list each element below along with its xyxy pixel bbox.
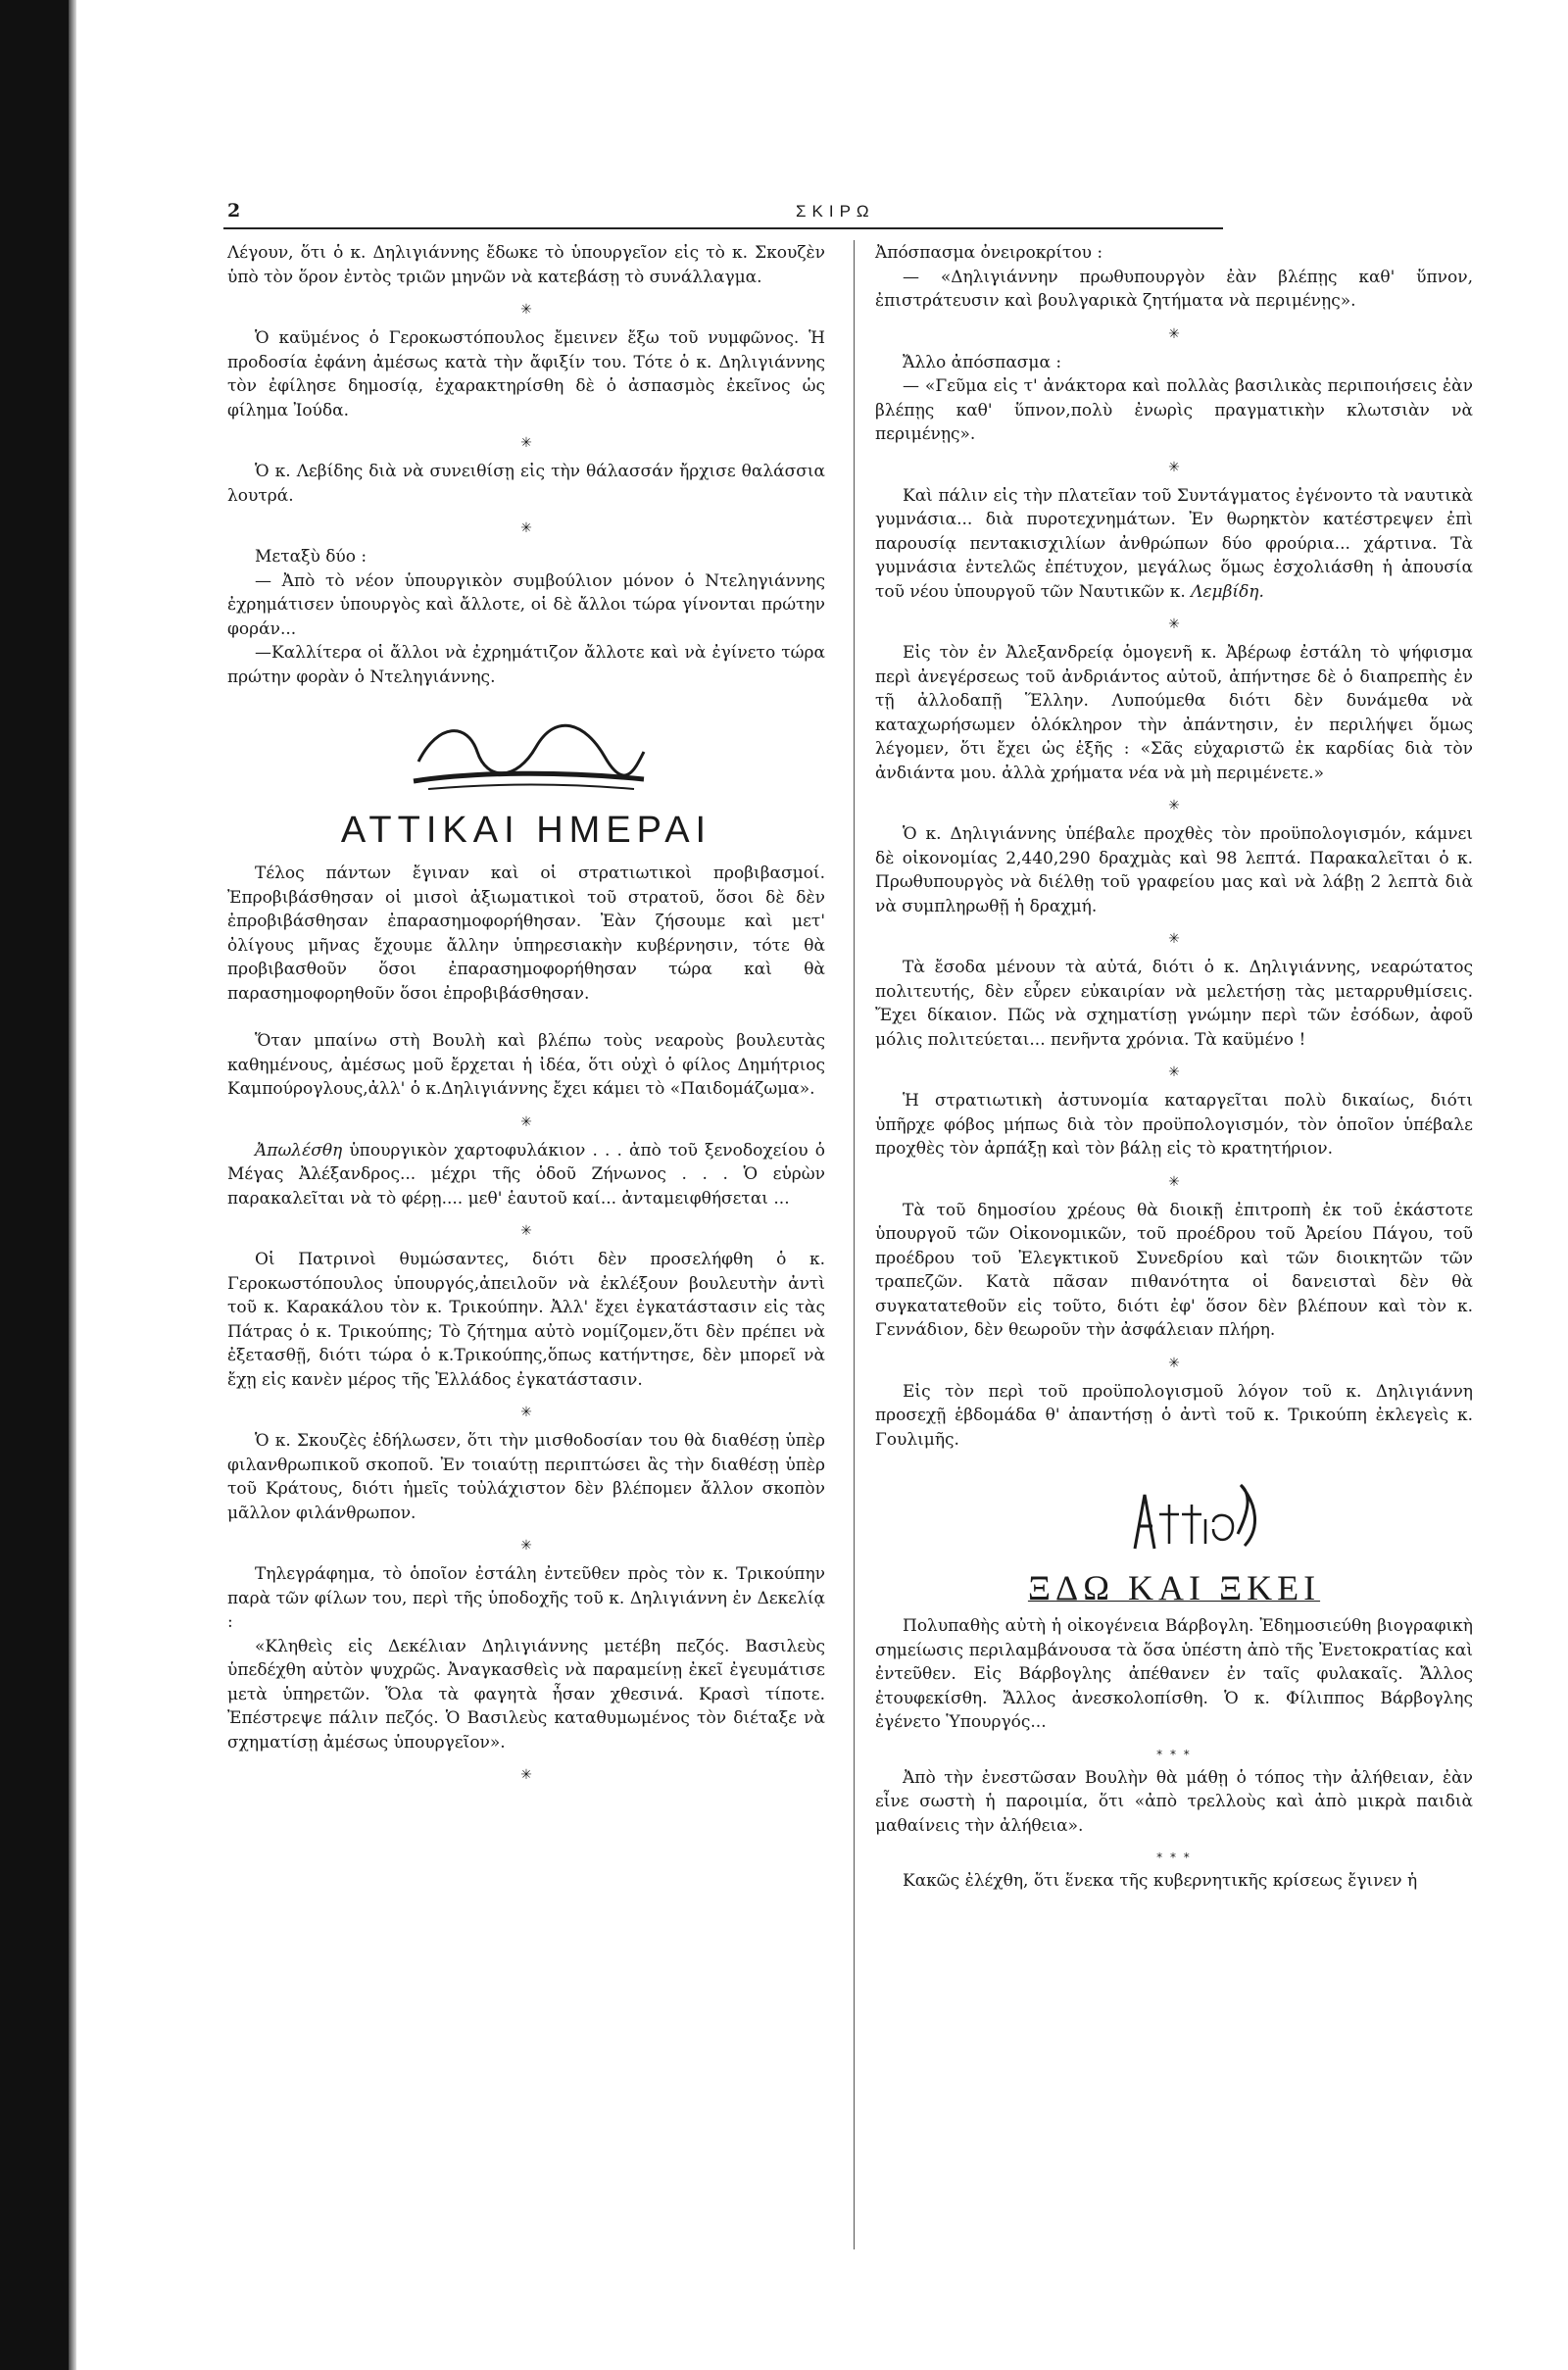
- page-header: [227, 200, 1207, 229]
- paragraph: Ἡ στρατιωτικὴ ἀστυνομία καταργεῖται πολὺ δικαίως, διότι ὑπῆρχε φόβος μήπως διὰ τὸν προϋπολογισμόν, τὸν ὁποῖον ὑπέβαλε προχθὲς τὸν ἀρπάξῃ καὶ τὸν βάλῃ εἰς τὸ κρατητήριον.: [875, 1091, 1473, 1159]
- emphasis: Ἀπωλέσθη: [255, 1140, 343, 1160]
- paragraph: Εἰς τὸν ἐν Ἀλεξανδρείᾳ ὁμογενῆ κ. Ἀβέρωφ ἐστάλη τὸ ψήφισμα περὶ ἀνεγέρσεως τοῦ ἀνδριάντος αὐτοῦ, ἀπήντησε δὲ ὁ διαπρεπὴς ἐν τῇ ἀλλοδαπῇ Ἕλλην. Λυπούμεθα διότι δὲν δυνάμεθα νὰ καταχωρήσωμεν ὁλόκληρον τὴν ἀπάντησιν, ἐν περιλήψει ὅμως λέγομεν, ὅτι ἔχει ὡς ἑξῆς : «Σᾶς εὐχαριστῶ ἐκ καρδίας διὰ τὸν ἀνδιάντα μου. ἀλλὰ χρήματα νέα νὰ μὴ περιμένετε.»: [875, 643, 1473, 783]
- signature: [227, 713, 825, 797]
- divider-star-icon: ✳: [520, 1113, 532, 1130]
- paragraph: —Καλλίτερα οἱ ἄλλοι νὰ ἐχρημάτιζον ἄλλοτε καὶ νὰ ἐγίνετο τώρα πρώτην φορὰν ὁ Ντεληγιάννης.: [227, 643, 825, 687]
- paragraph: — «Γεῦμα εἰς τ' ἀνάκτορα καὶ πολλὰς βασιλικὰς περιποιήσεις ἐὰν βλέπῃς καθ' ὕπνον,πολὺ ἐνωρὶς πραγματικὴν κλωτσιὰν νὰ περιμένῃς».: [875, 376, 1473, 444]
- divider-star-icon: ✳: [1168, 325, 1180, 342]
- divider-star-icon: ✳: [1168, 459, 1180, 475]
- divider-star-icon: ✳: [1168, 798, 1180, 814]
- paragraph: Τέλος πάντων ἔγιναν καὶ οἱ στρατιωτικοὶ προβιβασμοί. Ἐπροβιβάσθησαν οἱ μισοὶ ἀξιωματικοὶ τοῦ στρατοῦ, ὅσοι δὲ δὲν ἐπροβιβάσθησαν ἐπαρασημοφορήθησαν. Ἐὰν ζήσουμε καὶ μετ' ὀλίγους μῆνας ἔχουμε ἄλλην ὑπηρεσιακὴν κυβέρνησιν, τότε θὰ προβιβασθοῦν ὅσοι ἐπαρασημοφορήθησαν τώρα καὶ θὰ παρασημοφορηθοῦν ὅσοι ἐπροβιβάσθησαν.: [227, 864, 825, 1004]
- paragraph: Μεταξὺ δύο :: [255, 547, 368, 567]
- paragraph: Τὰ τοῦ δημοσίου χρέους θὰ διοικῇ ἐπιτροπὴ ἐκ τοῦ ἑκάστοτε ὑπουργοῦ τῶν Οἰκονομικῶν, τοῦ προέδρου τοῦ Ἀρείου Πάγου, τοῦ προέδρου τοῦ Ἐλεγκτικοῦ Συνεδρίου καὶ τῶν διοικητῶν τῶν τραπεζῶν. Κατὰ πᾶσαν πιθανότητα οἱ δανεισταὶ δὲν θὰ συγκατατεθοῦν εἰς τοῦτο, διότι ἐφ' ὅσον δὲν βλέπουν καὶ τὸν κ. Γεννάδιον, δὲν θεωροῦν τὴν ἀσφάλειαν πλήρη.: [875, 1200, 1473, 1340]
- scan-spine-edge: [69, 0, 76, 2370]
- divider-star-icon: ✳: [520, 520, 532, 536]
- column-divider: [854, 240, 855, 2249]
- paragraph: — Ἀπὸ τὸ νέον ὑπουργικὸν συμβούλιον μόνον ὁ Ντεληγιάννης ἐχρημάτισεν ὑπουργὸς καὶ ἄλλοτε, οἱ δὲ ἄλλοι τώρα γίνονται πρώτην φοράν...: [227, 570, 825, 639]
- paragraph: Ὁ κ. Λεβίδης διὰ νὰ συνειθίσῃ εἰς τὴν θάλασσάν ἤρχισε θαλάσσια λουτρά.: [227, 462, 825, 506]
- signature-flourish-icon: [399, 713, 654, 797]
- paragraph: [875, 484, 1473, 605]
- divider-star-icon: ✳: [520, 1223, 532, 1239]
- section-title: ΑΤΤΙΚΑΙ ΗΜΕΡΑΙ: [340, 810, 712, 851]
- divider-star-icon: ✳: [520, 1405, 532, 1420]
- paragraph: — «Δηλιγιάννην πρωθυπουργὸν ἐὰν βλέπῃς καθ' ὕπνον, ἐπιστράτευσιν καὶ βουλγαρικὰ ζητήματα νὰ περιμένῃς».: [875, 267, 1473, 311]
- paragraph: [227, 1139, 825, 1211]
- signature-attikos: [875, 1475, 1473, 1563]
- page-number: 2: [227, 200, 241, 222]
- paragraph: Πολυπαθὴς αὐτὴ ἡ οἰκογένεια Βάρβογλη. Ἐδημοσιεύθη βιογραφικὴ σημείωσις περιλαμβάνουσα τὰ ὅσα ὑπέστη ἀπὸ τῆς Ἐνετοκρατίας καὶ ἐντεῦθεν. Εἰς Βάρβογλης ἀπέθανεν ἐν ταῖς φυλακαῖς. Ἄλλος ἐτουφεκίσθη. Ἄλλος ἀνεσκολοπίσθη. Ὁ κ. Φίλιππος Βάρβογλης ἐγένετο Ὑπουργός...: [875, 1616, 1473, 1732]
- paragraph: Εἰς τὸν περὶ τοῦ προϋπολογισμοῦ λόγον τοῦ κ. Δηλιγιάννη προσεχῇ ἑβδομάδα θ' ἀπαντήσῃ ὁ ἀντὶ τοῦ κ. Τρικούπη ἐκλεγεὶς κ. Γουλιμῆς.: [875, 1381, 1473, 1450]
- divider-star-icon: ✳: [520, 302, 532, 318]
- paragraph: Τὰ ἔσοδα μένουν τὰ αὐτά, διότι ὁ κ. Δηλιγιάννης, νεαρώτατος πολιτευτής, δὲν εὗρεν εὐκαιρίαν νὰ μελετήσῃ τὰς μεταρρυθμίσεις. Ἔχει δίκαιον. Πῶς νὰ σχηματίσῃ γνώμην περὶ τῶν ἐσόδων, ἀφοῦ μόλις πολιτεύεται... πενῆντα χρόνια. Τὰ καϋμένο !: [875, 958, 1473, 1050]
- paragraph: Λέγουν, ὅτι ὁ κ. Δηλιγιάννης ἔδωκε τὸ ὑπουργεῖον εἰς τὸ κ. Σκουζὲν ὑπὸ τὸν ὅρον ἐντὸς τριῶν μηνῶν νὰ κατεβάσῃ τὸ συνάλλαγμα.: [227, 243, 825, 287]
- paragraph: Ὅταν μπαίνω στὴ Βουλὴ καὶ βλέπω τοὺς νεαροὺς βουλευτὰς καθημένους, ἀμέσως μοῦ ἔρχεται ἡ ἰδέα, ὅτι οὐχὶ ὁ φίλος Δημήτριος Καμπούρογλους,ἀλλ' ὁ κ.Δηλιγιάννης ἔχει κάμει τὸ «Παιδομάζωμα».: [227, 1031, 825, 1099]
- divider-dots-icon: * * *: [1156, 1747, 1192, 1761]
- paragraph: Ὁ κ. Δηλιγιάννης ὑπέβαλε προχθὲς τὸν προϋπολογισμόν, κάμνει δὲ οἰκονομίας 2,440,290 δραχμὰς καὶ 98 λεπτά. Παρακαλεῖται ὁ κ. Πρωθυπουργὸς νὰ διέλθῃ τοῦ γραφείου μας καὶ νὰ λάβῃ 2 λεπτὰ διὰ νὰ συμπληρωθῇ ἡ δραχμή.: [875, 824, 1473, 916]
- divider-star-icon: ✳: [520, 1538, 532, 1554]
- divider-star-icon: ✳: [1168, 931, 1180, 947]
- divider-star-icon: ✳: [1168, 1173, 1180, 1190]
- right-column: [875, 241, 1473, 1894]
- scan-spine-shadow: [0, 0, 69, 2370]
- paragraph: Ἀπὸ τὴν ἐνεστῶσαν Βουλὴν θὰ μάθῃ ὁ τόπος τὴν ἀλήθειαν, ἐὰν εἶνε σωστὴ ἡ παροιμία, ὅτι «ἀπὸ τρελλοὺς καὶ ἀπὸ μικρὰ παιδιὰ μαθαίνεις τὴν ἀλήθεια».: [875, 1767, 1473, 1836]
- signature-flourish-icon: [1076, 1475, 1272, 1563]
- divider-star-icon: ✳: [1168, 617, 1180, 632]
- paragraph-text: ὑπουργικὸν χαρτοφυλάκιον . . . ἀπὸ τοῦ ξενοδοχείου ὁ Μέγας Ἀλέξανδρος... μέχρι τῆς ὁδοῦ Ζήνωνος . . . Ὁ εὑρὼν παρακαλεῖται νὰ τὸ φέρῃ.... μεθ' ἑαυτοῦ καί... ἀνταμειφθήσεται ...: [227, 1140, 825, 1209]
- divider-star-icon: ✳: [520, 1767, 532, 1783]
- emphasis: Λεμβίδη.: [1191, 581, 1264, 602]
- column-title: ΞΔΩ ΚΑΙ ΞΚΕΙ: [1027, 1568, 1321, 1607]
- divider-star-icon: ✳: [1168, 1355, 1180, 1371]
- header-rule: [223, 227, 1223, 229]
- paragraph: Κακῶς ἐλέχθη, ὅτι ἕνεκα τῆς κυβερνητικῆς κρίσεως ἔγινεν ἡ: [903, 1871, 1418, 1891]
- masthead: ΣΚΙΡΩ: [796, 202, 875, 221]
- divider-dots-icon: * * *: [1156, 1851, 1192, 1864]
- divider-star-icon: ✳: [520, 435, 532, 451]
- paragraph: Τηλεγράφημα, τὸ ὁποῖον ἐστάλη ἐντεῦθεν πρὸς τὸν κ. Τρικούπην παρὰ τῶν φίλων του, περὶ τῆς ὑποδοχῆς τοῦ κ. Δηλιγιάννη ἐν Δεκελίᾳ :: [227, 1564, 825, 1632]
- divider-star-icon: ✳: [1168, 1064, 1180, 1080]
- paragraph: Ὁ καϋμένος ὁ Γεροκωστόπουλος ἔμεινεν ἔξω τοῦ νυμφῶνος. Ἡ προδοσία ἐφάνη ἀμέσως κατὰ τὴν ἄφιξίν του. Τότε ὁ κ. Δηλιγιάννης τὸν ἐφίλησε δημοσίᾳ, ἐχαρακτηρίσθη δὲ ὁ ἀσπασμὸς ἐκεῖνος ὡς φίλημα Ἰούδα.: [227, 328, 825, 420]
- left-column: [227, 241, 825, 1792]
- paragraph: Ἄλλο ἀπόσπασμα :: [903, 352, 1062, 372]
- paragraph: «Κληθεὶς εἰς Δεκέλιαν Δηλιγιάννης μετέβη πεζός. Βασιλεὺς ὑπεδέχθη αὐτὸν ψυχρῶς. Ἀναγκασθεὶς νὰ παραμείνῃ ἐκεῖ ἐγευμάτισε μετὰ ὑπηρετῶν. Ὅλα τὰ φαγητὰ ἦσαν χθεσινά. Κρασὶ τίποτε. Ἐπέστρεψε πάλιν πεζός. Ὁ Βασιλεὺς καταθυμωμένος τὸν διέταξε νὰ σχηματίσῃ ἀμέσως ὑπουργεῖον».: [227, 1636, 825, 1753]
- paragraph: Ὁ κ. Σκουζὲς ἐδήλωσεν, ὅτι τὴν μισθοδοσίαν του θὰ διαθέσῃ ὑπὲρ φιλανθρωπικοῦ σκοποῦ. Ἐν τοιαύτῃ περιπτώσει ἂς τὴν διαθέσῃ ὑπὲρ τοῦ Κράτους, διότι ἡμεῖς τοὐλάχιστον δὲν βλέπομεν ἄλλον σκοπὸν μᾶλλον φιλάνθρωπον.: [227, 1431, 825, 1523]
- paragraph-text: Καὶ πάλιν εἰς τὴν πλατεῖαν τοῦ Συντάγματος ἐγένοντο τὰ ναυτικὰ γυμνάσια... διὰ πυροτεχνημάτων. Ἐν θωρηκτὸν κατέστρεψεν ἐπὶ παρουσίᾳ πεντακισχιλίων ἀνθρώπων δύο φρούρια... χάρτινα. Τὰ γυμνάσια ἐντελῶς ἐπέτυχον, μεγάλως ὅμως ἐσχολιάσθη ἡ ἀπουσία τοῦ νέου ὑπουργοῦ τῶν Ναυτικῶν κ.: [875, 485, 1473, 602]
- paragraph: Οἱ Πατρινοὶ θυμώσαντες, διότι δὲν προσελήφθη ὁ κ. Γεροκωστόπουλος ὑπουργός,ἀπειλοῦν νὰ ἐκλέξουν βουλευτὴν ἀντὶ τοῦ κ. Καρακάλου τὸν κ. Τρικούπην. Ἀλλ' ἔχει ἐγκατάστασιν εἰς τὰς Πάτρας ὁ κ. Τρικούπης; Τὸ ζήτημα αὐτὸ νομίζομεν,ὅτι δὲν πρέπει νὰ ἐξετασθῇ, διότι τώρα ὁ κ.Τρικούπης,ὅπως κατήντησε, δὲν μπορεῖ νὰ ἔχῃ εἰς κανὲν μέρος τῆς Ἑλλάδος ἐγκατάστασιν.: [227, 1250, 825, 1390]
- paragraph: Ἀπόσπασμα ὀνειροκρίτου :: [875, 243, 1103, 263]
